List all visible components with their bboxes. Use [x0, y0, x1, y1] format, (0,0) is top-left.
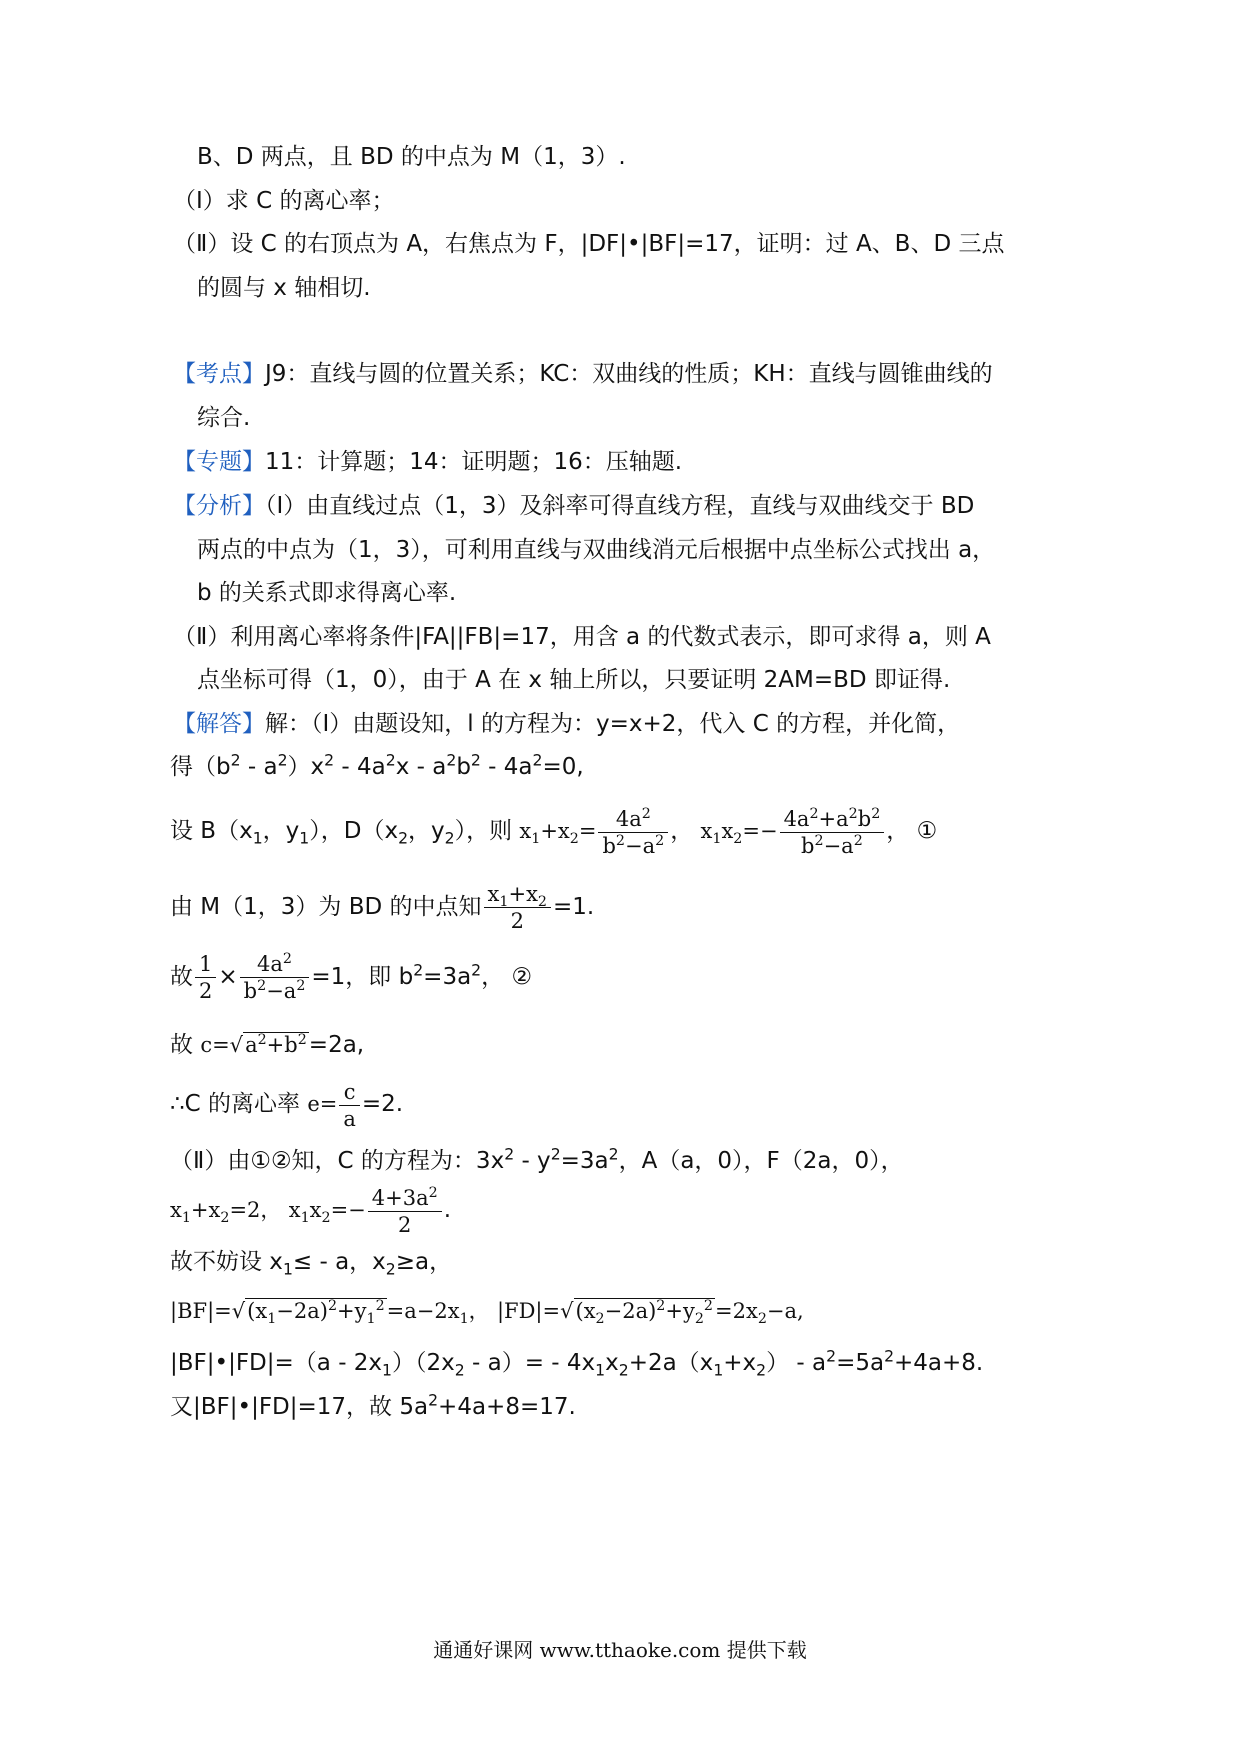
solution-assume: 故不妨设 $x_1\le - a$，$x_2\ge a$， — [170, 1249, 453, 1279]
zhuanti-tag: 【专题】 — [173, 449, 265, 475]
fenxi-line-1 — [173, 491, 974, 521]
circle-mark-1: ① — [916, 818, 938, 844]
problem-line-1: B、D 两点，且 BD 的中点为 M（1，3）. — [197, 144, 626, 170]
solution-distances — [170, 1296, 804, 1326]
jieda-line-1 — [173, 709, 960, 739]
bf-formula: $|BF|=√(x_1-2a)^2+y_1^2=a-2x_1$， — [170, 1298, 490, 1328]
solution-midpoint: 由 M（1，3）为 BD 的中点知 $\frac{x_1+x_2}{2}$ =1. — [170, 882, 595, 933]
solution-product: |BF|•|FD|=（a - $2x_1)(2x_2 - a)= - 4x_1x_2+2a(x_1+x_2) - a^2=5a^2+4a+8$. — [170, 1346, 984, 1380]
jieda-text-1: 解：（Ⅰ）由题设知，l 的方程为：y=x+2，代入 C 的方程，并化简， — [265, 711, 961, 737]
fenxi-text-1: （Ⅰ）由直线过点（1，3）及斜率可得直线方程，直线与双曲线交于 BD — [265, 493, 975, 519]
kaodian-line-2: 综合. — [197, 405, 251, 431]
problem-line-4: 的圆与 x 轴相切. — [197, 275, 371, 301]
jieda-tag: 【解答】 — [173, 711, 265, 737]
solution-relation: 故 $\frac{1}{2}$ × $\frac{4a^2}{b^2-a^2}$ =1，即 $b^2=3a^2$， ② — [170, 951, 533, 1003]
fenxi-line-4: （Ⅱ）利用离心率将条件|FA||FB|=17，用含 a 的代数式表示，即可求得 a，则 A — [173, 624, 991, 650]
fenxi-line-5: 点坐标可得（1，0），由于 A 在 x 轴上所以，只要证明 2AM=BD 即证得. — [197, 667, 951, 693]
fenxi-line-3: b 的关系式即求得离心率. — [197, 580, 457, 606]
solution-equation-1: 得$(b^2 - a^2)x^2 - 4a^2x - a^2b^2 - 4a^2=0$, — [170, 750, 584, 780]
problem-part-1: （Ⅰ）求 C 的离心率； — [173, 188, 395, 214]
fenxi-line-2: 两点的中点为（1，3），可利用直线与双曲线消元后根据中点坐标公式找出 a， — [197, 537, 996, 563]
vieta-product-formula: $x_1x_2=-$ $\frac{4a^2+a^2b^2}{b^2-a^2}$ — [701, 819, 887, 843]
vieta-sum-2: $x_1+x_2=2$， — [170, 1198, 282, 1227]
solution-eccentricity: ∴C 的离心率 e= $\frac{c}{a}$ =2. — [170, 1080, 404, 1131]
circle-mark-2: ② — [511, 964, 533, 990]
solution-vieta: 设 $B(x_1$，$y_1$），$D(x_2$，$y_2$），则 $x_1+x_2=$ $\frac{4a^2}{b^2-a^2}$ ， $x_1x_2=-$ $\frac{4a^2+a^2b^2}{b^2-a^2}$ ， ① — [170, 806, 938, 858]
midpoint-fraction: $\frac{x_1+x_2}{2}$ — [484, 881, 551, 934]
kaodian-text: J9：直线与圆的位置关系；KC：双曲线的性质；KH：直线与圆锥曲线的 — [265, 361, 993, 387]
solution-final: 又|BF|•|FD|=17，故 $5a^2+4a+8=17$. — [170, 1390, 576, 1420]
solution-c-value: 故 $c=√a^2+b^2=2a$, — [170, 1032, 365, 1058]
kaodian-line — [173, 359, 993, 389]
vieta-sum-formula: $x_1+x_2=$ $\frac{4a^2}{b^2-a^2}$ — [519, 819, 670, 843]
eccentricity-formula: e= $\frac{c}{a}$ — [307, 1092, 362, 1116]
zhuanti-line — [173, 447, 682, 477]
c-formula: $c=√a^2+b^2$ — [200, 1032, 307, 1057]
vieta-product-2: $x_1x_2=-$ $\frac{4+3a^2}{2}$ — [289, 1198, 444, 1222]
page-footer: 通通好课网 www.tthaoke.com 提供下载 — [433, 1638, 807, 1662]
fd-formula: $|FD|=√(x_2-2a)^2+y_2^2=2x_2-a$, — [496, 1298, 804, 1328]
solution-part-2: （Ⅱ）由①②知，C 的方程为：$3x^2 - y^2=3a^2$，A（a，0），F（2a，0）， — [170, 1144, 904, 1174]
kaodian-tag: 【考点】 — [173, 361, 265, 387]
zhuanti-text: 11：计算题；14：证明题；16：压轴题. — [265, 449, 683, 475]
solution-vieta-2: $x_1+x_2=2$， $x_1x_2=-$ $\frac{4+3a^2}{2}$ . — [170, 1185, 452, 1237]
fenxi-tag: 【分析】 — [173, 493, 265, 519]
problem-part-2: （Ⅱ）设 C 的右顶点为 A，右焦点为 F，|DF|•|BF|=17，证明：过 A、B、D 三点 — [173, 231, 1005, 257]
